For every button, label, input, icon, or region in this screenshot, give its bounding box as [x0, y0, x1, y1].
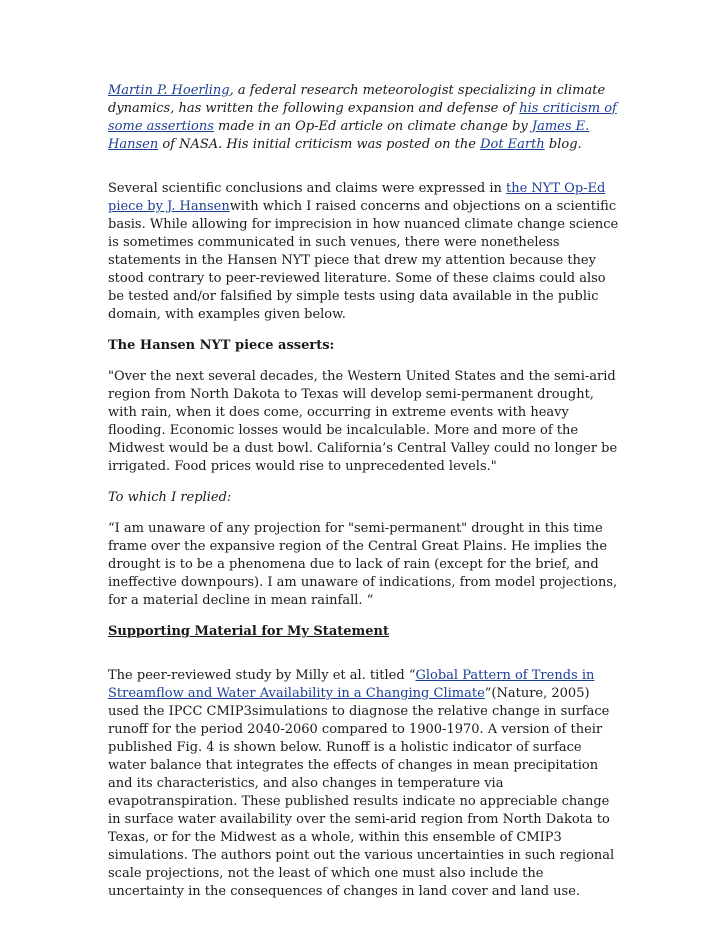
heading-supporting-material: Supporting Material for My Statement [108, 624, 389, 639]
intro-text-1: , a federal research meteorologist specializing in climate dynamics, has written the following expansion and defense of [108, 83, 606, 116]
intro-paragraph [108, 82, 620, 154]
hansen-link[interactable]: James E. Hansen [108, 119, 590, 152]
paragraph-1 [108, 180, 620, 324]
intro-text-4: blog. [544, 137, 582, 152]
intro-text-3: of NASA. His initial criticism was posted on the [158, 137, 481, 152]
para1-text-2: with which I raised concerns and objections on a scientific basis. While allowing for imprecision in how nuanced climate change science is sometimes communicated in such venues, there were nonetheless statements in the Hansen NYT piece that drew my attention because they stood contrary to peer-reviewed literature. Some of these claims could also be tested and/or falsified by simple tests using data available in the public domain, with examples given below. [108, 199, 619, 322]
study-link[interactable]: Global Pattern of Trends in Streamflow and Water Availability in a Changing Climate [108, 668, 595, 701]
dot-earth-link[interactable]: Dot Earth [480, 137, 545, 152]
author-link[interactable]: Martin P. Hoerling [108, 83, 230, 98]
heading-hansen-asserts: The Hansen NYT piece asserts: [108, 338, 335, 353]
para2-text-2: ”(Nature, 2005) used the IPCC CMIP3simulations to diagnose the relative change in surface runoff for the period 2040-2060 compared to 1900-1970. A version of their published Fig. 4 is shown below. Runoff is a holistic indicator of surface water balance that integrates the effects of changes in mean precipitation and its characteristics, and also changes in temperature via evapotranspiration. These published results indicate no appreciable change in surface water availability over the semi-arid region from North Dakota to Texas, or for the Midwest as a whole, within this ensemble of CMIP3 simulations. The authors point out the various uncertainties in such regional scale projections, not the least of which one must also include the uncertainty in the consequences of changes in land cover and land use. [108, 686, 615, 899]
document-page [108, 82, 620, 901]
reply-quote: “I am unaware of any projection for "semi-permanent" drought in this time frame over the expansive region of the Central Great Plains. He implies the drought is to be a phenomena due to lack of rain (except for the brief, and ineffective downpours). I am unaware of indications, from model projections, for a material decline in mean rainfall. “ [108, 521, 618, 608]
reply-label: To which I replied: [108, 490, 232, 505]
hansen-quote: "Over the next several decades, the Western United States and the semi-arid region from North Dakota to Texas will develop semi-permanent drought, with rain, when it does come, occurring in extreme events with heavy flooding. Economic losses would be incalculable. More and more of the Midwest would be a dust bowl. California’s Central Valley could no longer be irrigated. Food prices would rise to unprecedented levels." [108, 369, 618, 474]
para2-text-1: The peer-reviewed study by Milly et al. titled “ [108, 668, 416, 683]
paragraph-2 [108, 667, 620, 901]
para1-text-1: Several scientific conclusions and claims were expressed in [108, 181, 506, 196]
oped-link[interactable]: the NYT Op-Ed piece by J. Hansen [108, 181, 606, 214]
intro-text-2: made in an Op-Ed article on climate change by [213, 119, 532, 134]
criticism-link[interactable]: his criticism of some assertions [108, 101, 617, 134]
